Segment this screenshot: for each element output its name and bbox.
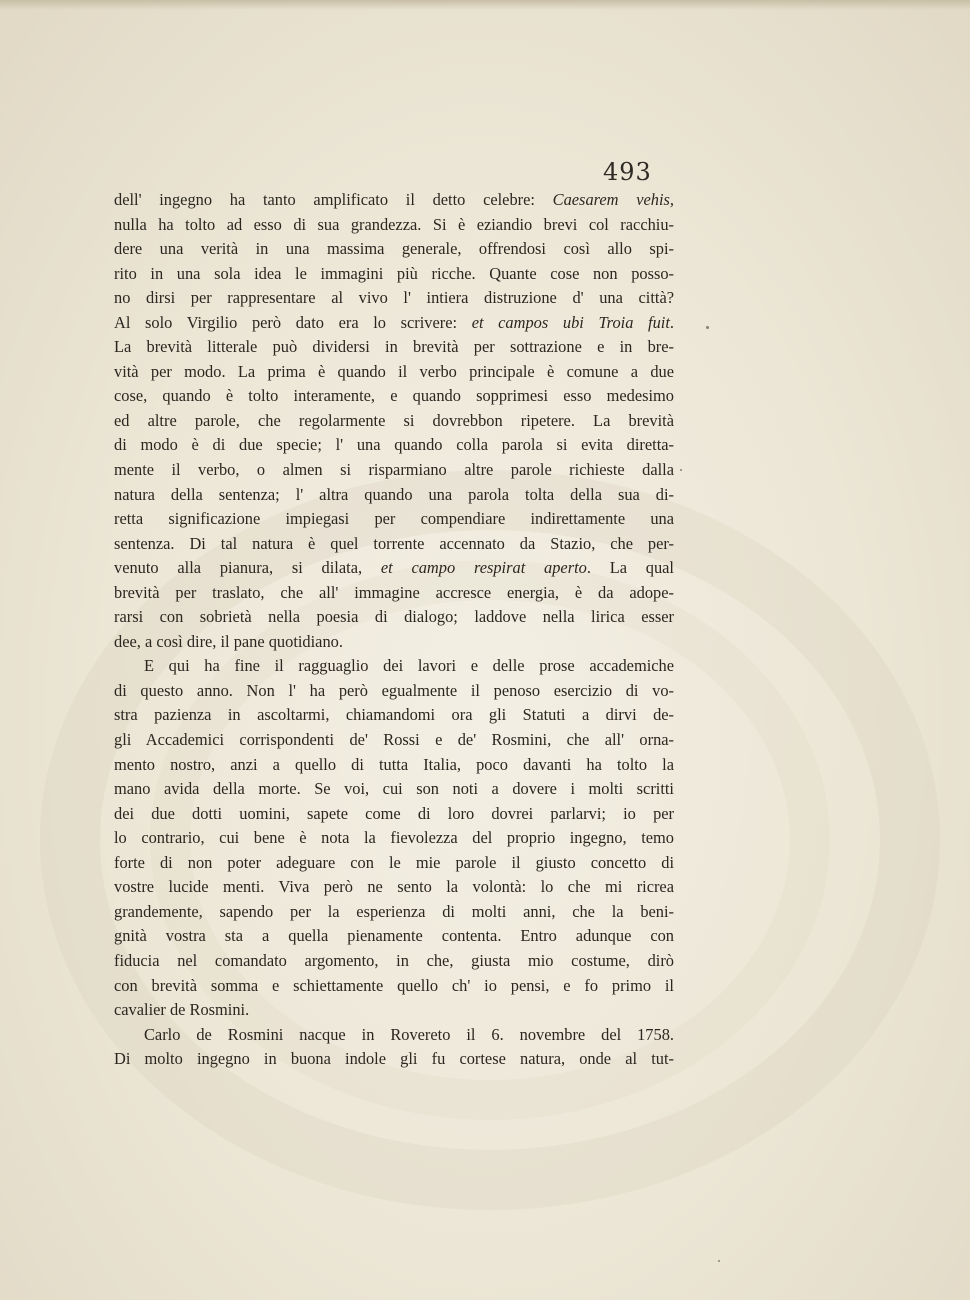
- text-line: fiducia nel comandato argomento, in che, giusta mio costume, dirò: [114, 950, 674, 970]
- text-line: dee, a così dire, il pane quotidiano.: [114, 631, 343, 651]
- text-line: retta significazione impiegasi per compendiare indirettamente una: [114, 509, 674, 529]
- text-line: di modo è di due specie; l' una quando colla parola si evita diretta-: [114, 435, 674, 455]
- body-text: [114, 188, 674, 1072]
- text-line: Al solo Virgilio però dato era lo scrivere: et campos ubi Troia fuit.: [114, 312, 674, 332]
- text-line: vostre lucide menti. Viva però ne sento la volontà: lo che mi ricrea: [114, 877, 674, 897]
- text-line: con brevità somma e schiettamente quello ch' io pensi, e fo primo il: [114, 975, 674, 995]
- text-line: Di molto ingegno in buona indole gli fu cortese natura, onde al tut-: [114, 1049, 674, 1069]
- text-line: La brevità litterale può dividersi in brevità per sottrazione e in bre-: [114, 337, 674, 357]
- text-line: mento nostro, anzi a quello di tutta Italia, poco davanti ha tolto la: [114, 754, 674, 774]
- paper-speck: [706, 326, 709, 329]
- text-line: no dirsi per rappresentare al vivo l' intiera distruzione d' una città?: [114, 288, 674, 308]
- text-line: nulla ha tolto ad esso di sua grandezza. Si è eziandio brevi col racchiu-: [114, 214, 674, 234]
- text-line: mano avida della morte. Se voi, cui son noti a dovere i molti scritti: [114, 779, 674, 799]
- text-line: cavalier de Rosmini.: [114, 1000, 250, 1020]
- page-top-edge: [0, 0, 970, 10]
- text-line: gnità vostra sta a quella pienamente contenta. Entro adunque con: [114, 926, 674, 946]
- text-line: dell' ingegno ha tanto amplificato il detto celebre: Caesarem vehis,: [114, 190, 675, 209]
- text-line: cose, quando è tolto interamente, e quando sopprimesi esso medesimo: [114, 386, 674, 406]
- text-line: stra pazienza in ascoltarmi, chiamandomi ora gli Statuti a dirvi de-: [114, 705, 674, 725]
- text-line: dei due dotti uomini, sapete come di loro dovrei parlarvi; io per: [114, 803, 674, 823]
- text-line: grandemente, sapendo per la esperienza di molti anni, che la beni-: [114, 901, 674, 921]
- text-line: lo contrario, cui bene è nota la fievolezza del proprio ingegno, temo: [114, 828, 674, 848]
- text-line: rarsi con sobrietà nella poesia di dialogo; laddove nella lirica esser: [114, 607, 674, 627]
- page-number: 493: [603, 158, 652, 186]
- text-line: gli Accademici corrispondenti de' Rossi e de' Rosmini, che all' orna-: [114, 730, 674, 750]
- text-line: dere una verità in una massima generale, offrendosi così allo spi-: [114, 239, 674, 259]
- text-line: Carlo de Rosmini nacque in Rovereto il 6. novembre del 1758.: [144, 1024, 674, 1044]
- text-line: venuto alla pianura, si dilata, et campo respirat aperto. La qual: [114, 558, 674, 578]
- text-line: di questo anno. Non l' ha però egualmente il penoso esercizio di vo-: [114, 680, 674, 700]
- text-line: ed altre parole, che regolarmente si dovrebbon ripetere. La brevità: [114, 410, 674, 430]
- text-line: vità per modo. La prima è quando il verbo principale è comune a due: [114, 361, 674, 381]
- text-line: E qui ha fine il ragguaglio dei lavori e delle prose accademiche: [144, 656, 674, 676]
- text-line: mente il verbo, o almen si risparmiano altre parole richieste dalla: [114, 460, 674, 480]
- paper-speck: [680, 469, 682, 471]
- text-line: forte di non poter adeguare con le mie parole il giusto concetto di: [114, 852, 674, 872]
- text-line: natura della sentenza; l' altra quando una parola tolta della sua di-: [114, 484, 674, 504]
- paper-speck: [718, 1260, 720, 1262]
- text-line: brevità per traslato, che all' immagine accresce energia, è da adope-: [114, 582, 674, 602]
- text-line: rito in una sola idea le immagini più ricche. Quante cose non posso-: [114, 263, 674, 283]
- text-line: sentenza. Di tal natura è quel torrente accennato da Stazio, che per-: [114, 533, 674, 553]
